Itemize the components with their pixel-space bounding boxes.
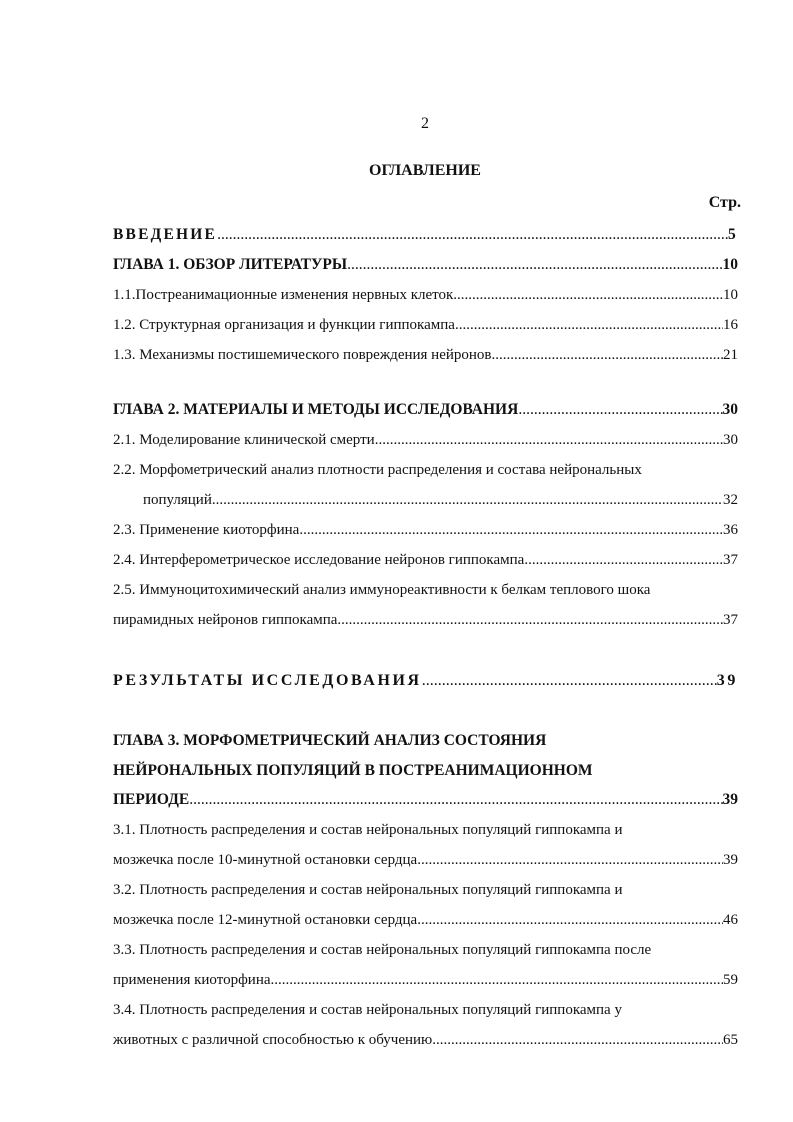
toc-entry-text: животных с различной способностью к обучению [113,1032,433,1048]
toc-entry-page: 39 [723,852,738,868]
toc-leader-dots [492,346,723,364]
toc-leader-dots [422,672,717,690]
toc-leader-dots [453,286,723,304]
toc-leader-dots [518,401,722,419]
toc-entry-chapter-3-line2: НЕЙРОНАЛЬНЫХ ПОПУЛЯЦИЙ В ПОСТРЕАНИМАЦИОННОМ [113,762,593,779]
toc-entry-page: 10 [723,287,738,303]
toc-leader-dots [432,1031,723,1049]
page-column-label: Стр. [708,194,741,211]
toc-entry-page: 37 [723,612,738,628]
toc-entry-page: 30 [722,401,738,418]
toc-entry-text: 1.3. Механизмы постишемического повреждения нейронов [113,347,492,363]
toc-title: ОГЛАВЛЕНИЕ [369,162,481,179]
toc-leader-dots [455,316,723,334]
toc-leader-dots [347,256,722,274]
toc-entry-text: мозжечка после 12-минутной остановки сердца [113,912,418,928]
page-number: 2 [421,115,429,132]
toc-entry-page: 21 [723,347,738,363]
toc-entry-1-1 [113,286,738,304]
toc-entry-text: мозжечка после 10-минутной остановки сердца [113,852,418,868]
toc-leader-dots [375,431,723,449]
toc-entry-3-2-line1: 3.2. Плотность распределения и состав нейрональных популяций гиппокампа и [113,882,623,898]
toc-entry-text: 2.3. Применение киоторфина [113,522,300,538]
toc-entry-2-5 [113,611,738,629]
toc-entry-text: 2.1. Моделирование клинической смерти [113,432,375,448]
toc-leader-dots [417,851,723,869]
toc-entry-chapter-3 [113,791,738,809]
toc-entry-2-1 [113,431,738,449]
toc-leader-dots [417,911,723,929]
toc-entry-page: 39 [722,791,738,808]
toc-entry-page: 30 [723,432,738,448]
toc-entry-page: 39 [716,672,738,689]
toc-entry-2-4 [113,551,738,569]
toc-leader-dots [217,226,728,244]
toc-entry-1-2 [113,316,738,334]
toc-entry-text: 2.4. Интерферометрическое исследование нейронов гиппокампа [113,552,525,568]
toc-entry-text: РЕЗУЛЬТАТЫ ИССЛЕДОВАНИЯ [113,672,422,689]
toc-entry-2-2-line1: 2.2. Морфометрический анализ плотности распределения и состава нейрональных [113,462,642,478]
toc-entry-page: 5 [728,226,738,243]
toc-entry-2-2 [143,491,738,509]
toc-leader-dots [524,551,723,569]
toc-entry-1-3 [113,346,738,364]
toc-leader-dots [299,521,723,539]
toc-entry-page: 46 [723,912,738,928]
toc-entry-text: ВВЕДЕНИЕ [113,226,218,243]
toc-entry-3-1-line1: 3.1. Плотность распределения и состав нейрональных популяций гиппокампа и [113,822,623,838]
toc-entry-2-3 [113,521,738,539]
toc-entry-chapter-2 [113,401,738,419]
toc-entry-text: ГЛАВА 2. МАТЕРИАЛЫ И МЕТОДЫ ИССЛЕДОВАНИЯ [113,401,519,418]
toc-entry-results [113,672,738,690]
toc-entry-page: 10 [722,256,738,273]
toc-entry-chapter-3-line1: ГЛАВА 3. МОРФОМЕТРИЧЕСКИЙ АНАЛИЗ СОСТОЯНИЯ [113,732,547,749]
toc-entry-text: популяций [143,492,212,508]
toc-entry-page: 59 [723,972,738,988]
toc-entry-3-1 [113,851,738,869]
toc-entry-text: 1.2. Структурная организация и функции гиппокампа [113,317,455,333]
toc-entry-page: 16 [723,317,738,333]
toc-entry-3-4 [113,1031,738,1049]
toc-entry-3-4-line1: 3.4. Плотность распределения и состав нейрональных популяций гиппокампа у [113,1002,622,1018]
toc-leader-dots [189,791,722,809]
toc-entry-introduction [113,226,738,244]
toc-entry-text: ГЛАВА 1. ОБЗОР ЛИТЕРАТУРЫ [113,256,348,273]
toc-entry-text: применения киоторфина [113,972,271,988]
toc-entry-page: 32 [723,492,738,508]
toc-leader-dots [271,971,724,989]
toc-entry-page: 37 [723,552,738,568]
toc-entry-3-3 [113,971,738,989]
toc-entry-3-2 [113,911,738,929]
toc-entry-page: 36 [723,522,738,538]
toc-entry-page: 65 [723,1032,738,1048]
toc-entry-2-5-line1: 2.5. Иммуноцитохимический анализ иммунореактивности к белкам теплового шока [113,582,651,598]
toc-entry-3-3-line1: 3.3. Плотность распределения и состав нейрональных популяций гиппокампа после [113,942,652,958]
toc-leader-dots [212,491,723,509]
toc-entry-chapter-1 [113,256,738,274]
toc-entry-text: пирамидных нейронов гиппокампа [113,612,338,628]
toc-entry-text: 1.1.Постреанимационные изменения нервных клеток [113,287,454,303]
toc-entry-text: ПЕРИОДЕ [113,791,190,808]
toc-leader-dots [337,611,723,629]
